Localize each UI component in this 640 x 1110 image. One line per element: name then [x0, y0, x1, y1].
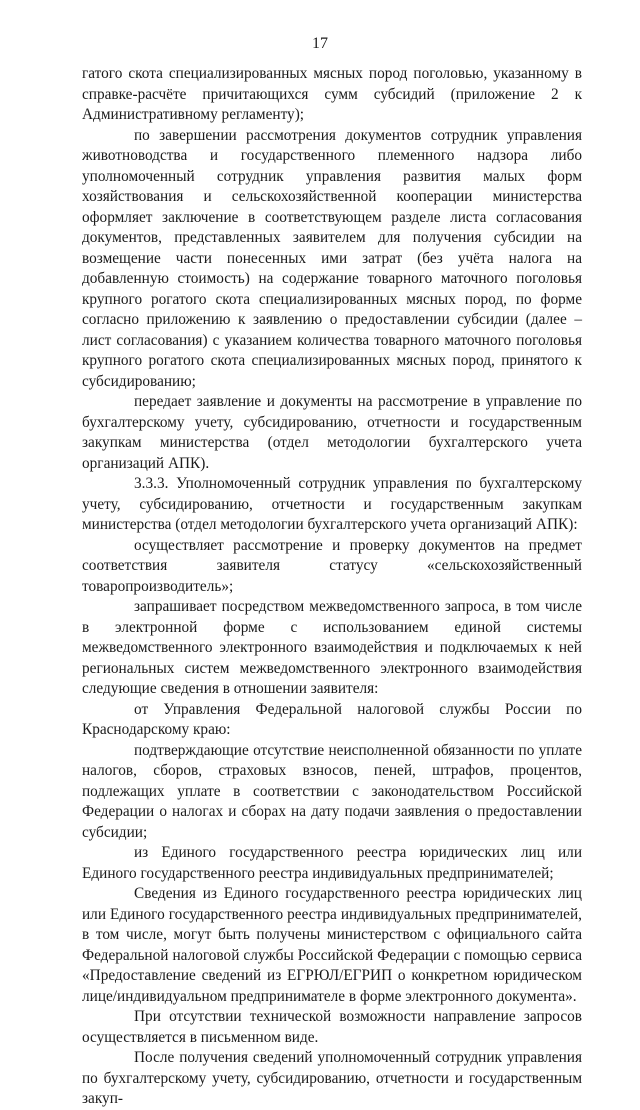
page-number: 17	[312, 35, 328, 52]
paragraph-continuation: гатого скота специализированных мясных пород поголовью, указанному в справке-расчёте причитающихся сумм субсидий (приложение 2 к Административному регламенту);	[82, 65, 582, 123]
paragraph-section-3-3-3: 3.3.3. Уполномоченный сотрудник управления по бухгалтерскому учету, субсидированию, отчетности и государственным закупкам министерства (отдел методологии бухгалтерского учета организаций АПК):	[82, 475, 582, 533]
paragraph-registry: из Единого государственного реестра юридических лиц или Единого государственного реестра индивидуальных предпринимателей;	[82, 844, 582, 882]
paragraph-tax-service: от Управления Федеральной налоговой службы России по Краснодарскому краю:	[82, 700, 582, 738]
body-text	[82, 64, 582, 1110]
paragraph-registry-info: Сведения из Единого государственного реестра юридических лиц или Единого государственного реестра индивидуальных предпринимателей, в том числе, могут быть получены министерством с официального сайта Федеральной налоговой службы Российской Федерации с помощью сервиса «Предоставление сведений из ЕГРЮЛ/ЕГРИП о конкретном юридическом лице/индивидуальном предпринимателе в форме электронного документа».	[82, 885, 582, 1005]
paragraph-transfer-documents: передает заявление и документы на рассмотрение в управление по бухгалтерскому учету, субсидированию, отчетности и государственным закупкам министерства (отдел методологии бухгалтерского учета организаций АПК).	[82, 393, 582, 472]
paragraph-interagency-request: запрашивает посредством межведомственного запроса, в том числе в электронной форме с использованием единой системы межведомственного электронного взаимодействия и подключаемых к ней региональных систем межведомственного электронного взаимодействия следующие сведения в отношении заявителя:	[82, 598, 582, 697]
paragraph-no-tax-debt: подтверждающие отсутствие неисполненной обязанности по уплате налогов, сборов, страховых взносов, пеней, штрафов, процентов, подлежащих уплате в соответствии с законодательством Российской Федерации о налогах и сборах на дату подачи заявления о предоставлении субсидии;	[82, 741, 582, 841]
paragraph-status-check: осуществляет рассмотрение и проверку документов на предмет соответствия заявителя статусу «сельскохозяйственный товаропроизводитель»;	[82, 536, 582, 595]
paragraph-written-requests: При отсутствии технической возможности направление запросов осуществляется в письменном виде.	[82, 1008, 582, 1046]
paragraph-conclusion-drafting: по завершении рассмотрения документов сотрудник управления животноводства и государственного племенного надзора либо уполномоченный сотрудник управления развития малых форм хозяйствования и сельскохозяйственной кооперации министерства оформляет заключение в соответствующем разделе листа согласования документов, представленных заявителем для получения субсидии на возмещение части понесенных ими затрат (без учёта налога на добавленную стоимость) на содержание товарного маточного поголовья крупного рогатого скота специализированных мясных пород, по форме согласно приложению к заявлению о предоставлении субсидии (далее – лист согласования) с указанием количества товарного маточного поголовья крупного рогатого скота специализированных мясных пород, принятого к субсидированию;	[82, 126, 582, 390]
paragraph-after-receipt: После получения сведений уполномоченный сотрудник управления по бухгалтерскому учету, субсидированию, отчетности и государственным закуп-	[82, 1049, 582, 1107]
